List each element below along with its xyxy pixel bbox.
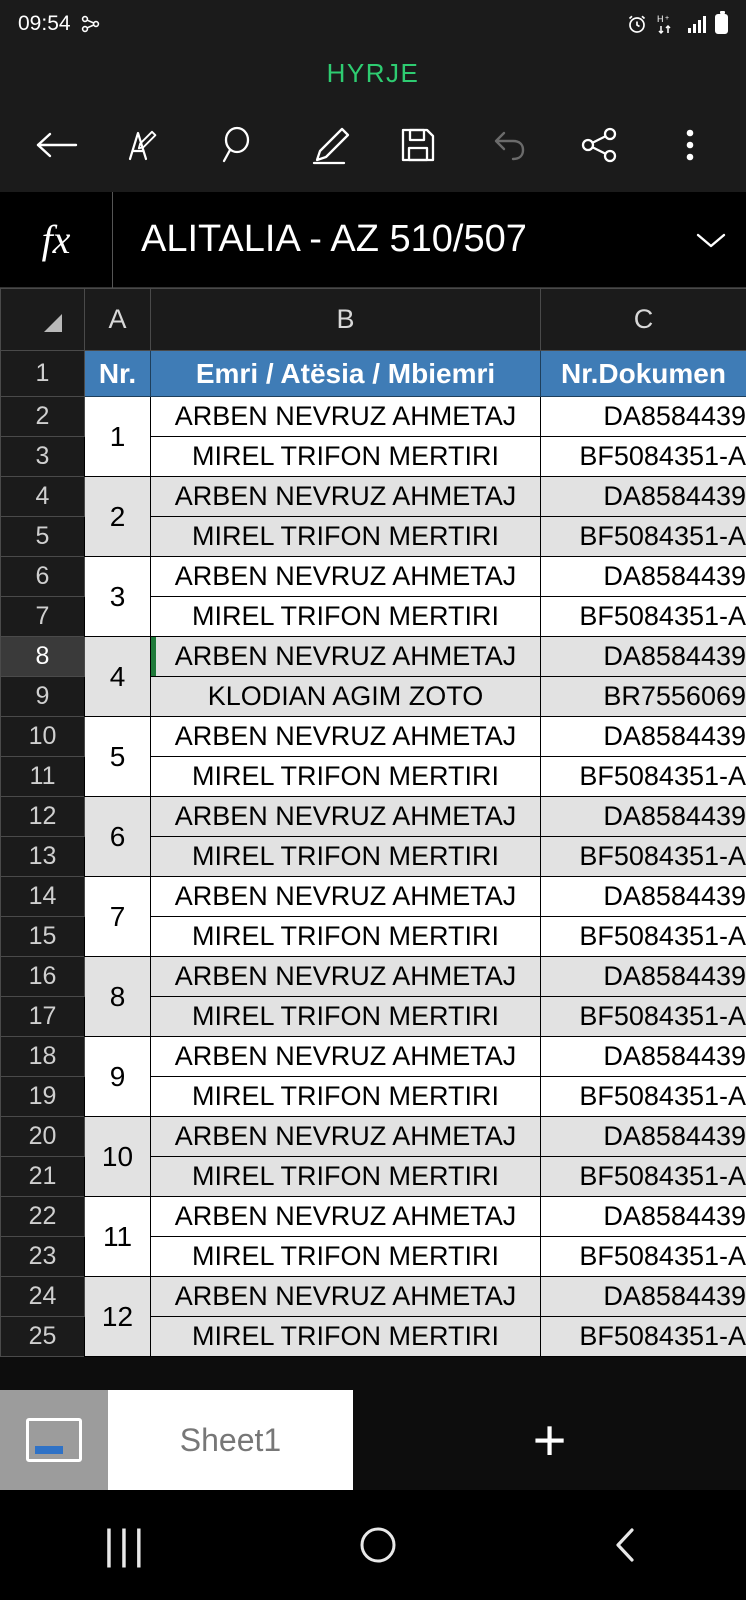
cell-name[interactable]: ARBEN NEVRUZ AHMETAJ	[151, 557, 541, 597]
table-row[interactable]	[1, 1037, 746, 1077]
cell-name[interactable]: ARBEN NEVRUZ AHMETAJ	[151, 957, 541, 997]
row-header[interactable]: 5	[1, 517, 85, 557]
document-title: HYRJE	[326, 57, 420, 88]
bluetooth-share-icon	[81, 13, 101, 35]
cell-name[interactable]: MIREL TRIFON MERTIRI	[151, 1077, 541, 1117]
cell-group-nr[interactable]: 2	[85, 477, 151, 557]
column-header-b[interactable]: B	[151, 289, 541, 351]
cell-doc[interactable]: BF5084351-A	[541, 997, 746, 1037]
save-button[interactable]	[390, 117, 446, 173]
cell-group-nr[interactable]: 10	[85, 1117, 151, 1197]
status-bar-left	[18, 12, 101, 36]
cell-group-nr[interactable]: 8	[85, 957, 151, 1037]
cell-name[interactable]: ARBEN NEVRUZ AHMETAJ	[151, 717, 541, 757]
row-header[interactable]: 18	[1, 1037, 85, 1077]
cell-group-nr[interactable]: 5	[85, 717, 151, 797]
cell-name[interactable]: MIREL TRIFON MERTIRI	[151, 517, 541, 557]
cell-c1[interactable]: Nr.Dokumen	[541, 351, 746, 397]
sheet-table[interactable]	[0, 288, 746, 1357]
cell-name[interactable]: ARBEN NEVRUZ AHMETAJ	[151, 1277, 541, 1317]
cell-doc[interactable]: BF5084351-A	[541, 1317, 746, 1357]
row-header[interactable]: 2	[1, 397, 85, 437]
row-header[interactable]: 7	[1, 597, 85, 637]
table-row[interactable]	[1, 717, 746, 757]
row-header[interactable]: 14	[1, 877, 85, 917]
table-row[interactable]	[1, 351, 746, 397]
cell-doc[interactable]: BF5084351-A	[541, 1157, 746, 1197]
cell-group-nr[interactable]: 3	[85, 557, 151, 637]
cell-doc[interactable]: DA8584439	[541, 557, 746, 597]
monitor-icon	[26, 1418, 82, 1462]
spreadsheet-grid[interactable]	[0, 288, 746, 1390]
sheet-tab-bar	[0, 1390, 746, 1490]
cell-group-nr[interactable]: 7	[85, 877, 151, 957]
table-row[interactable]	[1, 1117, 746, 1157]
cell-name[interactable]: ARBEN NEVRUZ AHMETAJ	[151, 1197, 541, 1237]
cell-name[interactable]: KLODIAN AGIM ZOTO	[151, 677, 541, 717]
cell-name[interactable]: ARBEN NEVRUZ AHMETAJ	[151, 1117, 541, 1157]
cell-group-nr[interactable]: 4	[85, 637, 151, 717]
undo-button[interactable]	[481, 117, 537, 173]
select-all-corner[interactable]	[1, 289, 85, 351]
row-header[interactable]: 3	[1, 437, 85, 477]
fx-label: fx	[41, 217, 71, 262]
status-bar	[0, 0, 746, 48]
cell-doc[interactable]: BF5084351-A	[541, 517, 746, 557]
cell-doc[interactable]: DA8584439	[541, 1117, 746, 1157]
formula-bar[interactable]	[0, 192, 746, 288]
row-header[interactable]: 25	[1, 1317, 85, 1357]
system-nav-bar	[0, 1490, 746, 1600]
table-row[interactable]	[1, 1197, 746, 1237]
row-header[interactable]: 16	[1, 957, 85, 997]
cell-doc[interactable]: BF5084351-A	[541, 917, 746, 957]
row-header[interactable]: 23	[1, 1237, 85, 1277]
table-row[interactable]	[1, 557, 746, 597]
cell-name[interactable]: ARBEN NEVRUZ AHMETAJ	[151, 1037, 541, 1077]
row-header[interactable]: 19	[1, 1077, 85, 1117]
cell-doc[interactable]: DA8584439	[541, 797, 746, 837]
cell-a1[interactable]: Nr.	[85, 351, 151, 397]
row-header[interactable]: 10	[1, 717, 85, 757]
alarm-icon	[626, 13, 648, 35]
sheet-overview-button[interactable]	[0, 1390, 108, 1490]
battery-icon	[715, 14, 728, 34]
cell-b1[interactable]: Emri / Atësia / Mbiemri	[151, 351, 541, 397]
cell-group-nr[interactable]: 1	[85, 397, 151, 477]
sheet-tab-sheet1[interactable]: Sheet1	[108, 1390, 353, 1490]
cell-doc[interactable]: BF5084351-A	[541, 437, 746, 477]
row-header-1[interactable]: 1	[1, 351, 85, 397]
document-title-bar	[0, 48, 746, 98]
column-header-a[interactable]: A	[85, 289, 151, 351]
row-header[interactable]: 22	[1, 1197, 85, 1237]
cell-doc[interactable]: DA8584439	[541, 877, 746, 917]
pen-button[interactable]	[300, 117, 356, 173]
cell-doc[interactable]: DA8584439	[541, 1037, 746, 1077]
cell-name-selected[interactable]: ARBEN NEVRUZ AHMETAJ	[151, 637, 541, 677]
cell-name[interactable]: ARBEN NEVRUZ AHMETAJ	[151, 877, 541, 917]
cell-name[interactable]: MIREL TRIFON MERTIRI	[151, 597, 541, 637]
row-header[interactable]: 21	[1, 1157, 85, 1197]
status-time: 09:54	[18, 12, 71, 35]
chevron-down-icon[interactable]	[676, 230, 746, 250]
add-sheet-button[interactable]: +	[353, 1390, 746, 1490]
cell-doc[interactable]: DA8584439	[541, 397, 746, 437]
table-row[interactable]	[1, 957, 746, 997]
cell-name[interactable]: MIREL TRIFON MERTIRI	[151, 997, 541, 1037]
back-chevron-icon[interactable]	[608, 1522, 642, 1568]
cell-name[interactable]: MIREL TRIFON MERTIRI	[151, 1157, 541, 1197]
row-header-selected[interactable]: 8	[1, 637, 85, 677]
status-bar-right	[626, 13, 728, 35]
cell-name[interactable]: ARBEN NEVRUZ AHMETAJ	[151, 477, 541, 517]
cell-doc[interactable]: DA8584439	[541, 1277, 746, 1317]
share-button[interactable]	[571, 117, 627, 173]
data-transfer-icon	[657, 13, 679, 35]
cell-doc[interactable]: BF5084351-A	[541, 837, 746, 877]
edit-mode-button[interactable]	[119, 117, 175, 173]
home-circle-icon[interactable]	[355, 1522, 401, 1568]
recents-button[interactable]: |||	[103, 1521, 149, 1568]
row-header[interactable]: 24	[1, 1277, 85, 1317]
cell-group-nr[interactable]: 6	[85, 797, 151, 877]
table-row[interactable]	[1, 637, 746, 677]
search-button[interactable]	[209, 117, 265, 173]
row-header[interactable]: 17	[1, 997, 85, 1037]
cell-doc[interactable]: BF5084351-A	[541, 757, 746, 797]
cell-group-nr[interactable]: 11	[85, 1197, 151, 1277]
cell-name[interactable]: MIREL TRIFON MERTIRI	[151, 1317, 541, 1357]
row-header[interactable]: 13	[1, 837, 85, 877]
row-header[interactable]: 15	[1, 917, 85, 957]
column-header-row	[1, 289, 746, 351]
signal-icon	[688, 15, 706, 33]
overflow-menu-button[interactable]	[662, 117, 718, 173]
row-header[interactable]: 9	[1, 677, 85, 717]
row-header[interactable]: 6	[1, 557, 85, 597]
row-header[interactable]: 11	[1, 757, 85, 797]
cell-doc[interactable]: BR7556069	[541, 677, 746, 717]
app-toolbar	[0, 98, 746, 192]
table-row[interactable]	[1, 877, 746, 917]
svg-text:+: +	[665, 15, 670, 22]
table-row[interactable]	[1, 1277, 746, 1317]
table-row[interactable]	[1, 797, 746, 837]
column-header-c[interactable]: C	[541, 289, 746, 351]
row-header[interactable]: 12	[1, 797, 85, 837]
row-header[interactable]: 20	[1, 1117, 85, 1157]
formula-input[interactable]: ALITALIA - AZ 510/507	[141, 218, 527, 260]
cell-doc[interactable]: BF5084351-A	[541, 1077, 746, 1117]
cell-group-nr[interactable]: 12	[85, 1277, 151, 1357]
cell-name[interactable]: MIREL TRIFON MERTIRI	[151, 1237, 541, 1277]
cell-name[interactable]: MIREL TRIFON MERTIRI	[151, 917, 541, 957]
cell-doc[interactable]: DA8584439	[541, 717, 746, 757]
cell-name[interactable]: MIREL TRIFON MERTIRI	[151, 437, 541, 477]
svg-text:H: H	[657, 14, 664, 24]
back-button[interactable]	[28, 117, 84, 173]
cell-doc[interactable]: BF5084351-A	[541, 597, 746, 637]
cell-name[interactable]: MIREL TRIFON MERTIRI	[151, 837, 541, 877]
table-row[interactable]	[1, 477, 746, 517]
cell-group-nr[interactable]: 9	[85, 1037, 151, 1117]
table-row[interactable]	[1, 397, 746, 437]
cell-doc[interactable]: DA8584439	[541, 1197, 746, 1237]
cell-name[interactable]: MIREL TRIFON MERTIRI	[151, 757, 541, 797]
cell-doc[interactable]: DA8584439	[541, 637, 746, 677]
cell-doc[interactable]: BF5084351-A	[541, 1237, 746, 1277]
cell-name[interactable]: ARBEN NEVRUZ AHMETAJ	[151, 797, 541, 837]
cell-doc[interactable]: DA8584439	[541, 477, 746, 517]
row-header[interactable]: 4	[1, 477, 85, 517]
cell-name[interactable]: ARBEN NEVRUZ AHMETAJ	[151, 397, 541, 437]
cell-doc[interactable]: DA8584439	[541, 957, 746, 997]
